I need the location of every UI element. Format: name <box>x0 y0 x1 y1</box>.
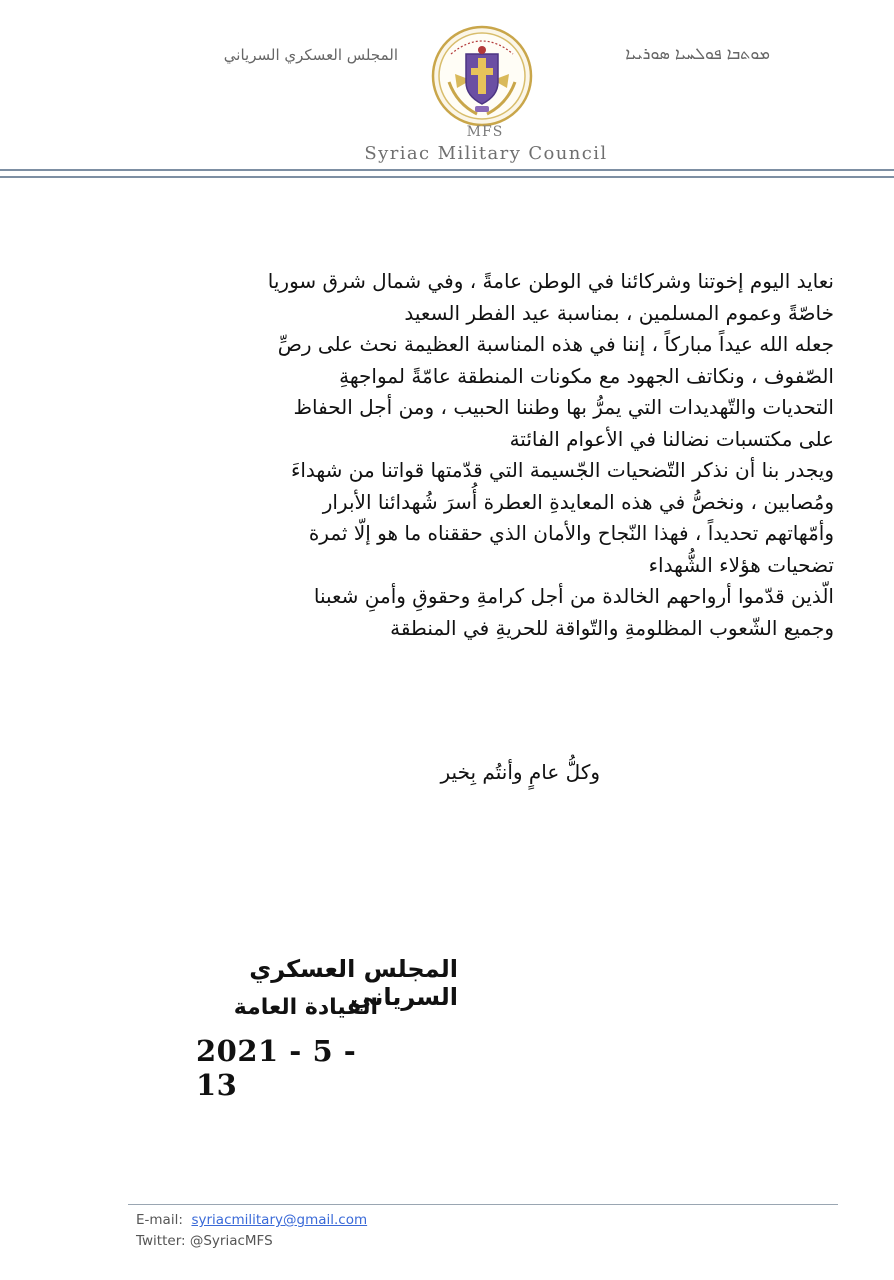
letter-line: وجميع الشّعوب المظلومةِ والتّواقة للحريةِ في المنطقة <box>390 615 834 640</box>
letter-line: وأمّهاتهم تحديداً ، فهذا النّجاح والأمان الذي حققناه ما هو إلّا ثمرة <box>308 521 834 545</box>
footer-divider <box>128 1204 838 1205</box>
email-row <box>136 1210 736 1231</box>
letter-line: جعله الله عيداً مباركاً ، إننا في هذه المناسبة العظيمة نحث على رصِّ <box>277 332 834 356</box>
letter-line: تضحيات هؤلاء الشُّهداء <box>648 552 834 577</box>
letterhead <box>0 0 894 190</box>
email-link[interactable]: syriacmilitary@gmail.com <box>191 1212 368 1228</box>
letter-line: ويجدر بنا أن نذكر التّضحيات الجّسيمة التي قدّمتها قواتنا من شهداءَ <box>290 458 834 482</box>
footer-contact <box>136 1210 736 1252</box>
signature-command: القيادة العامة <box>233 995 378 1020</box>
org-name-arabic: المجلس العسكري السرياني <box>223 46 398 64</box>
letter-line: نعايد اليوم إخوتنا وشركائنا في الوطن عامةً ، وفي شمال شرق سوريا <box>267 269 834 293</box>
letter-line: الّذين قدّموا أرواحهم الخالدة من أجل كرامةِ وحقوقِ وأمنِ شعبنا <box>313 584 834 608</box>
signature-organization: المجلس العسكري السرياني <box>249 955 458 1011</box>
letter-body <box>100 266 834 644</box>
letter-line: على مكتسبات نضالنا في الأعوام الفائتة <box>509 426 834 451</box>
org-name-syriac: ܡܘܬܒܐ ܦܘܠܚܝܐ ܣܘܪܝܝܐ <box>625 44 770 63</box>
header-divider-top <box>0 169 894 171</box>
closing-greeting: وكلُّ عامٍ وأنتُم بِخير <box>440 760 600 784</box>
org-name-english: Syriac Military Council <box>364 143 608 164</box>
letter-line: الصّفوف ، ونكاتف الجهود مع مكونات المنطقة عامّةً لمواجهةِ <box>339 363 834 388</box>
header-divider-bottom <box>0 176 894 178</box>
council-emblem-icon <box>431 24 533 128</box>
email-label: E-mail: <box>136 1212 183 1228</box>
letter-line: خاصّةً وعموم المسلمين ، بمناسبة عيد الفطر السعيد <box>404 300 834 325</box>
letter-line: ومُصابين ، ونخصُّ في هذه المعايدةِ العطرة أُسرَ شُهدائنا الأبرار <box>322 489 834 514</box>
twitter-handle: Twitter: @SyriacMFS <box>136 1233 273 1249</box>
abbreviation: MFS <box>466 124 504 140</box>
signature-date: 2021 - 5 - 13 <box>196 1034 357 1102</box>
letter-line: التحديات والتّهديدات التي يمرُّ بها وطننا الحبيب ، ومن أجل الحفاظ <box>293 395 834 419</box>
